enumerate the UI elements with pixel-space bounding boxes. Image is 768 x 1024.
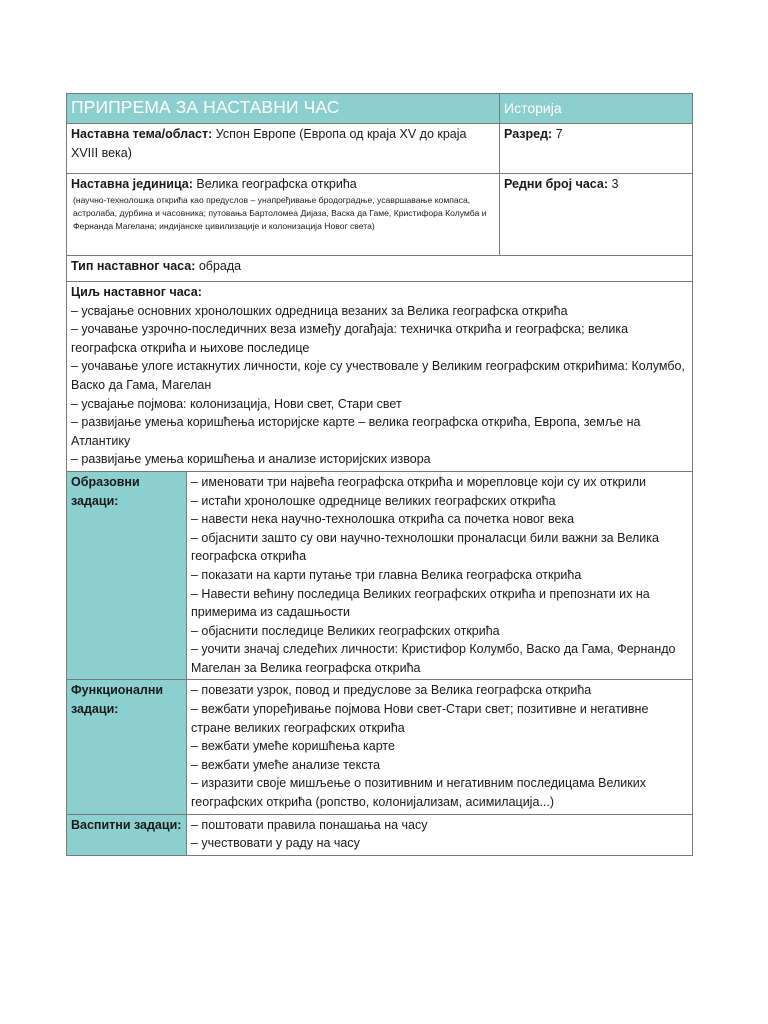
topic-value: Успон Европе (Европа од краја XV до краја XVIII века) [71,127,467,160]
functional-tasks-list [187,680,693,814]
list-item: – истаћи хронолошке одреднице великих географских открића [191,493,556,508]
lesson-type-value: обрада [195,259,242,273]
topic-cell [67,124,500,174]
goal-cell [67,282,693,472]
functional-tasks-row [67,680,693,814]
goal-label: Циљ наставног часа: [71,285,202,299]
list-item: – вежбати умеће коришћења карте [191,739,395,754]
list-item: – изразити своје мишљење о позитивним и негативним последицама Великих географских открића (ропство, колонијализам, асимилација...) [191,776,646,810]
list-item: – Навести већину последица Великих географских открића и препознати их на примерима из садашњости [191,586,650,620]
topic-row [67,124,693,174]
functional-tasks-label: Функционални задаци: [67,680,187,814]
educational-tasks-label: Образовни задаци: [67,471,187,680]
lesson-plan-table [66,93,693,856]
lesson-number-value: 3 [608,177,619,191]
goal-item: – развијање умења коришћења и анализе историјских извора [71,452,431,467]
grade-value: 7 [552,127,563,141]
lesson-type-row [67,256,693,282]
lesson-type-label: Тип наставног часа: [71,259,196,273]
lesson-number-cell [500,174,693,256]
list-item: – поштовати правила понашања на часу [191,817,428,832]
list-item: – показати на карти путање три главна Велика географска открића [191,567,582,582]
lesson-plan-document [66,93,692,856]
upbringing-tasks-list [187,814,693,855]
goal-item: – усвајање основних хронолошких одредница везаних за Велика географска открића [71,303,568,318]
goal-item: – усвајање појмова: колонизација, Нови свет, Стари свет [71,396,402,411]
header-subject-cell [500,94,693,124]
subject-label: Историја [504,99,562,116]
unit-value: Велика географска открића [192,177,357,191]
unit-cell [67,174,500,256]
list-item: – уочити значај следећих личности: Кристифор Колумбо, Васко да Гама, Фернандо Магелан за Велика географска открића [191,642,676,675]
list-item: – вежбати упоређивање појмова Нови свет-Стари свет; позитивне и негативне стране великих географских открића [191,702,649,735]
grade-cell [500,124,693,174]
page-title: ПРИПРЕМА ЗА НАСТАВНИ ЧАС [71,97,340,118]
educational-tasks-row [67,471,693,680]
header-title-cell [67,94,500,124]
goal-item: – уочавање узрочно-последичних веза између догађаја: техничка открића и географска; велика географска открића и њихове последице [71,322,629,355]
unit-label: Наставна јединица: [71,177,193,191]
unit-note: (научно-технолошка открића као предуслов – унапређивање бродоградње, усавршавање компаса, астролаба, дурбина и часовника; путовања Бартоломеа Дијаза, Васка да Гаме, Кристифора Колумба и Фернанда Магелана; индијанске цивилизације и колонизација Новог света) [73,194,487,231]
list-item: – повезати узрок, повод и предуслове за Велика географска открића [191,683,592,698]
list-item: – објаснити зашто су ови научно-технолошки проналасци били важни за Велика географска открића [191,530,659,564]
upbringing-tasks-label: Васпитни задаци: [67,814,187,855]
list-item: – учествовати у раду на часу [191,836,360,851]
list-item: – навести нека научно-технолошка открића са почетка новог века [191,512,575,527]
goal-row [67,282,693,472]
upbringing-tasks-row [67,814,693,855]
grade-label: Разред: [504,127,553,141]
educational-tasks-list [187,471,693,680]
list-item: – вежбати умеће анализе текста [191,757,381,772]
unit-row [67,174,693,256]
lesson-type-cell [67,256,693,282]
list-item: – именовати три највећа географска открића и морепловце који су их открили [191,474,646,489]
goal-item: – развијање умења коришћења историјске карте – велика географска открића, Европа, земље на Атлантику [71,415,641,448]
lesson-number-label: Редни број часа: [504,177,609,191]
goal-item: – уочавање улоге истакнутих личности, које су учествовале у Великим географским открићима: Колумбо, Васко да Гама, Магелан [71,359,685,392]
header-row [67,94,693,124]
list-item: – објаснити последице Великих географских открића [191,623,500,638]
topic-label: Наставна тема/област: [71,127,213,141]
